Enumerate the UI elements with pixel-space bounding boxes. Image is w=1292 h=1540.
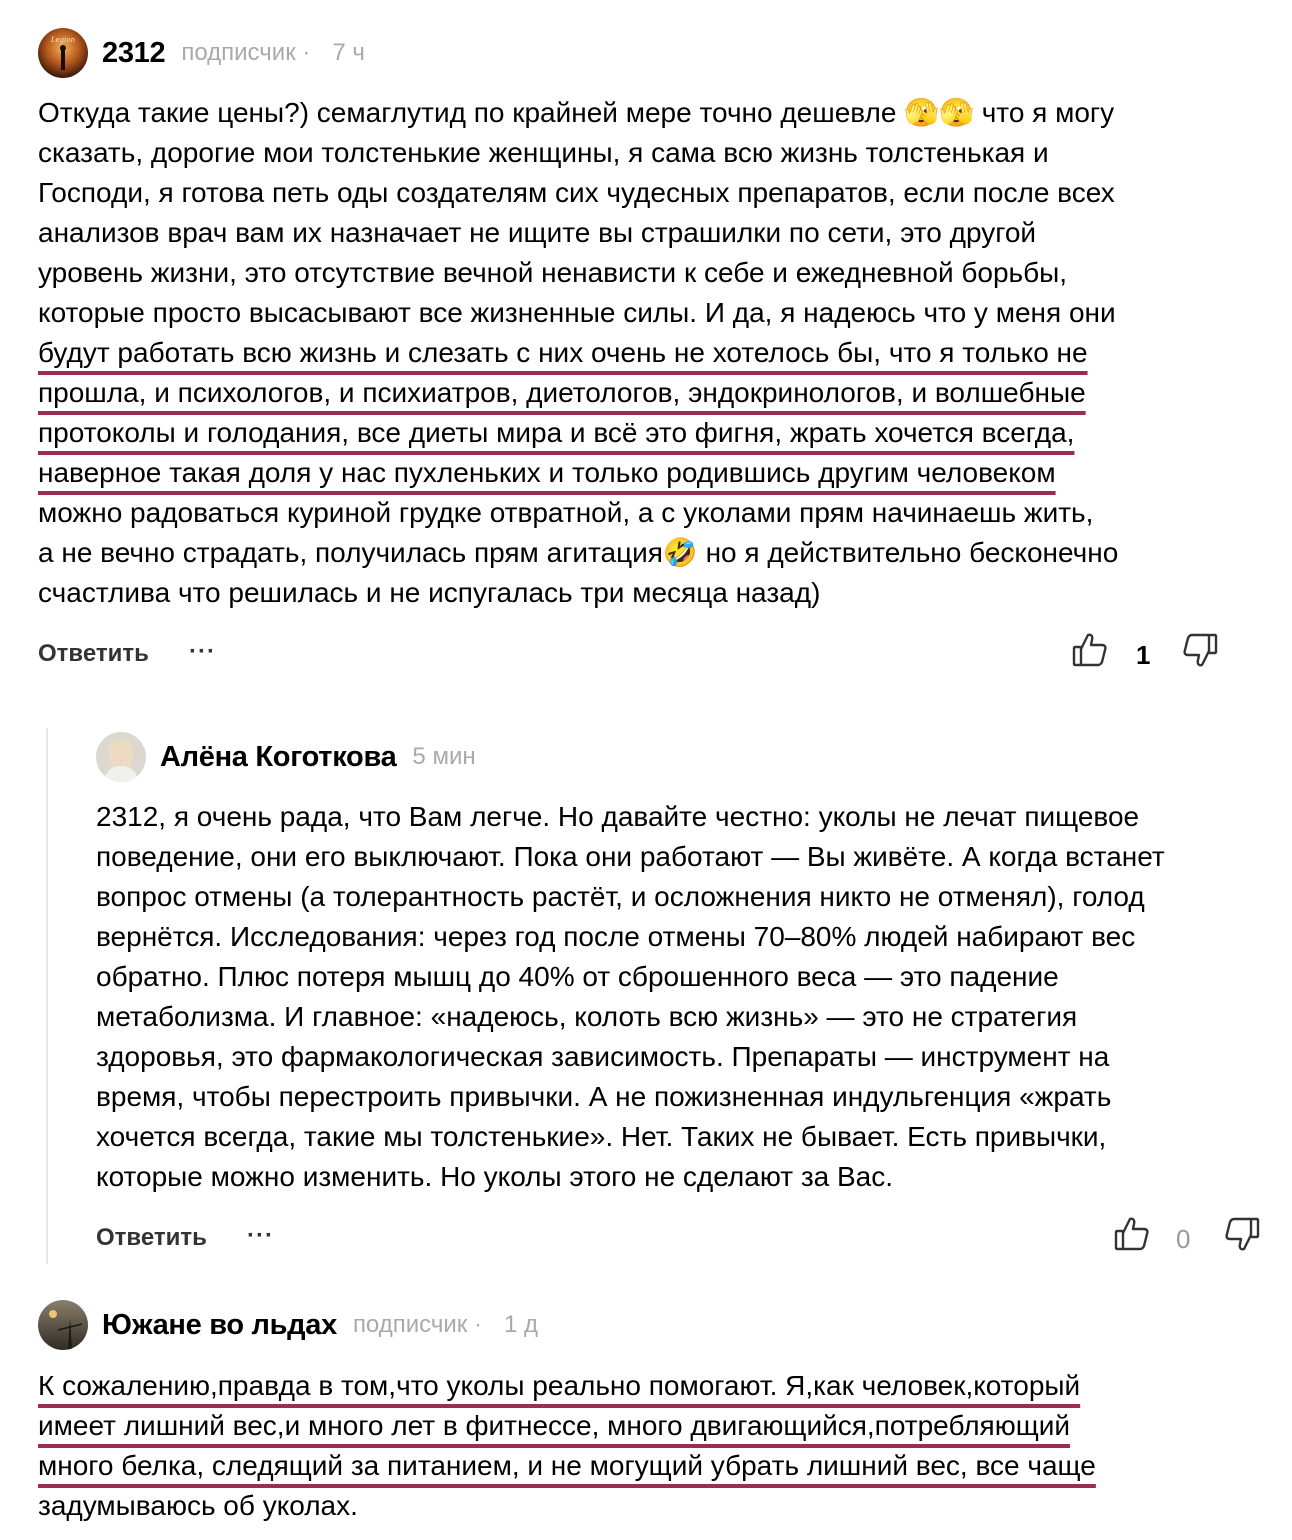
highlighted-line: имеет лишний вес,и много лет в фитнессе, много двигающийся,потребляющий [38,1410,1071,1441]
text-line: вопрос отмены (а толерантность растёт, и осложнения никто не отменял), голод [96,881,1145,912]
text-line: Откуда такие цены?) семаглутид по крайней мере точно дешевле 🫣🫣 что я могу [38,97,1115,128]
comment-text [96,797,1165,1197]
text-line: можно радоваться куриной грудке отвратной, а с уколами прям начинаешь жить, [38,497,1094,528]
text-line: вернётся. Исследования: через год после отмены 70–80% людей набирают вес [96,921,1136,952]
comment-time: 7 ч [332,39,365,66]
more-options-button[interactable]: ··· [247,1222,274,1249]
text-line: сказать, дорогие мои толстенькие женщины, я сама всю жизнь толстенькая и [38,137,1049,168]
subscriber-badge: подписчик · [181,39,311,66]
dislike-icon[interactable] [1180,630,1220,675]
comment-header [38,28,365,78]
text-line: обратно. Плюс потеря мышц до 40% от сброшенного веса — это падение [96,961,1059,992]
text-line: задумываюсь об уколах. [38,1490,358,1521]
like-count: 0 [1176,1224,1191,1254]
text-line: хочется всегда, такие мы толстенькие». Нет. Таких не бывает. Есть привычки, [96,1121,1107,1152]
text-line: метаболизма. И главное: «надеюсь, колоть всю жизнь» — это не стратегия [96,1001,1078,1032]
comment-time: 1 д [503,1311,538,1338]
highlighted-line: будут работать всю жизнь и слезать с них очень не хотелось бы, что я только не [38,337,1088,368]
comment-2 [0,700,1292,1280]
author-name[interactable]: 2312 [102,36,166,69]
text-line: время, чтобы перестроить привычки. А не пожизненная индульгенция «жрать [96,1081,1112,1112]
text-line: а не вечно страдать, получилась прям агитация🤣 но я действительно бесконечно [38,537,1119,568]
reply-button[interactable]: Ответить [96,1224,207,1251]
highlighted-line: прошла, и психологов, и психиатров, диетологов, эндокринологов, и волшебные [38,377,1086,408]
author-name[interactable]: Алёна Коготкова [160,740,397,773]
subscriber-badge: подписчик · [352,1311,482,1338]
like-icon[interactable] [1070,630,1110,675]
author-name[interactable]: Южане во льдах [102,1308,337,1341]
comment-header [96,732,476,782]
svg-text:Legion: Legion [50,36,76,44]
dislike-icon[interactable] [1222,1214,1262,1259]
more-options-button[interactable]: ··· [189,638,216,665]
comment-time: 5 мин [412,743,476,770]
like-count: 1 [1136,640,1151,670]
text-line: 2312, я очень рада, что Вам легче. Но давайте честно: уколы не лечат пищевое [96,801,1140,832]
comment-text [38,93,1118,613]
comment-header [38,1300,538,1350]
highlighted-line: протоколы и голодания, все диеты мира и всё это фигня, жрать хочется всегда, [38,417,1075,448]
text-line: анализов врач вам их назначает не ищите вы страшилки по сети, это другой [38,217,1037,248]
reply-button[interactable]: Ответить [38,640,149,667]
text-line: счастлива что решилась и не испугалась три месяца назад) [38,577,821,608]
comment-1 [0,0,1292,700]
comment-text [38,1366,1096,1526]
comment-3 [0,1280,1292,1540]
highlighted-line: много белка, следящий за питанием, и не могущий убрать лишний вес, все чаще [38,1450,1096,1481]
text-line: которые просто высасывают все жизненные силы. И да, я надеюсь что у меня они [38,297,1116,328]
highlighted-line: наверное такая доля у нас пухленьких и только родившись другим человеком [38,457,1056,488]
avatar[interactable] [96,732,146,782]
text-line: Господи, я готова петь оды создателям сих чудесных препаратов, если после всех [38,177,1115,208]
text-line: поведение, они его выключают. Пока они работают — Вы живёте. А когда встанет [96,841,1165,872]
avatar[interactable] [38,1300,88,1350]
text-line: здоровья, это фармакологическая зависимость. Препараты — инструмент на [96,1041,1110,1072]
text-line: которые можно изменить. Но уколы этого не сделают за Вас. [96,1161,894,1192]
highlighted-line: К сожалению,правда в том,что уколы реально помогают. Я,как человек,который [38,1370,1081,1401]
like-icon[interactable] [1112,1214,1152,1259]
avatar[interactable] [38,28,88,78]
text-line: уровень жизни, это отсутствие вечной ненависти к себе и ежедневной борьбы, [38,257,1068,288]
